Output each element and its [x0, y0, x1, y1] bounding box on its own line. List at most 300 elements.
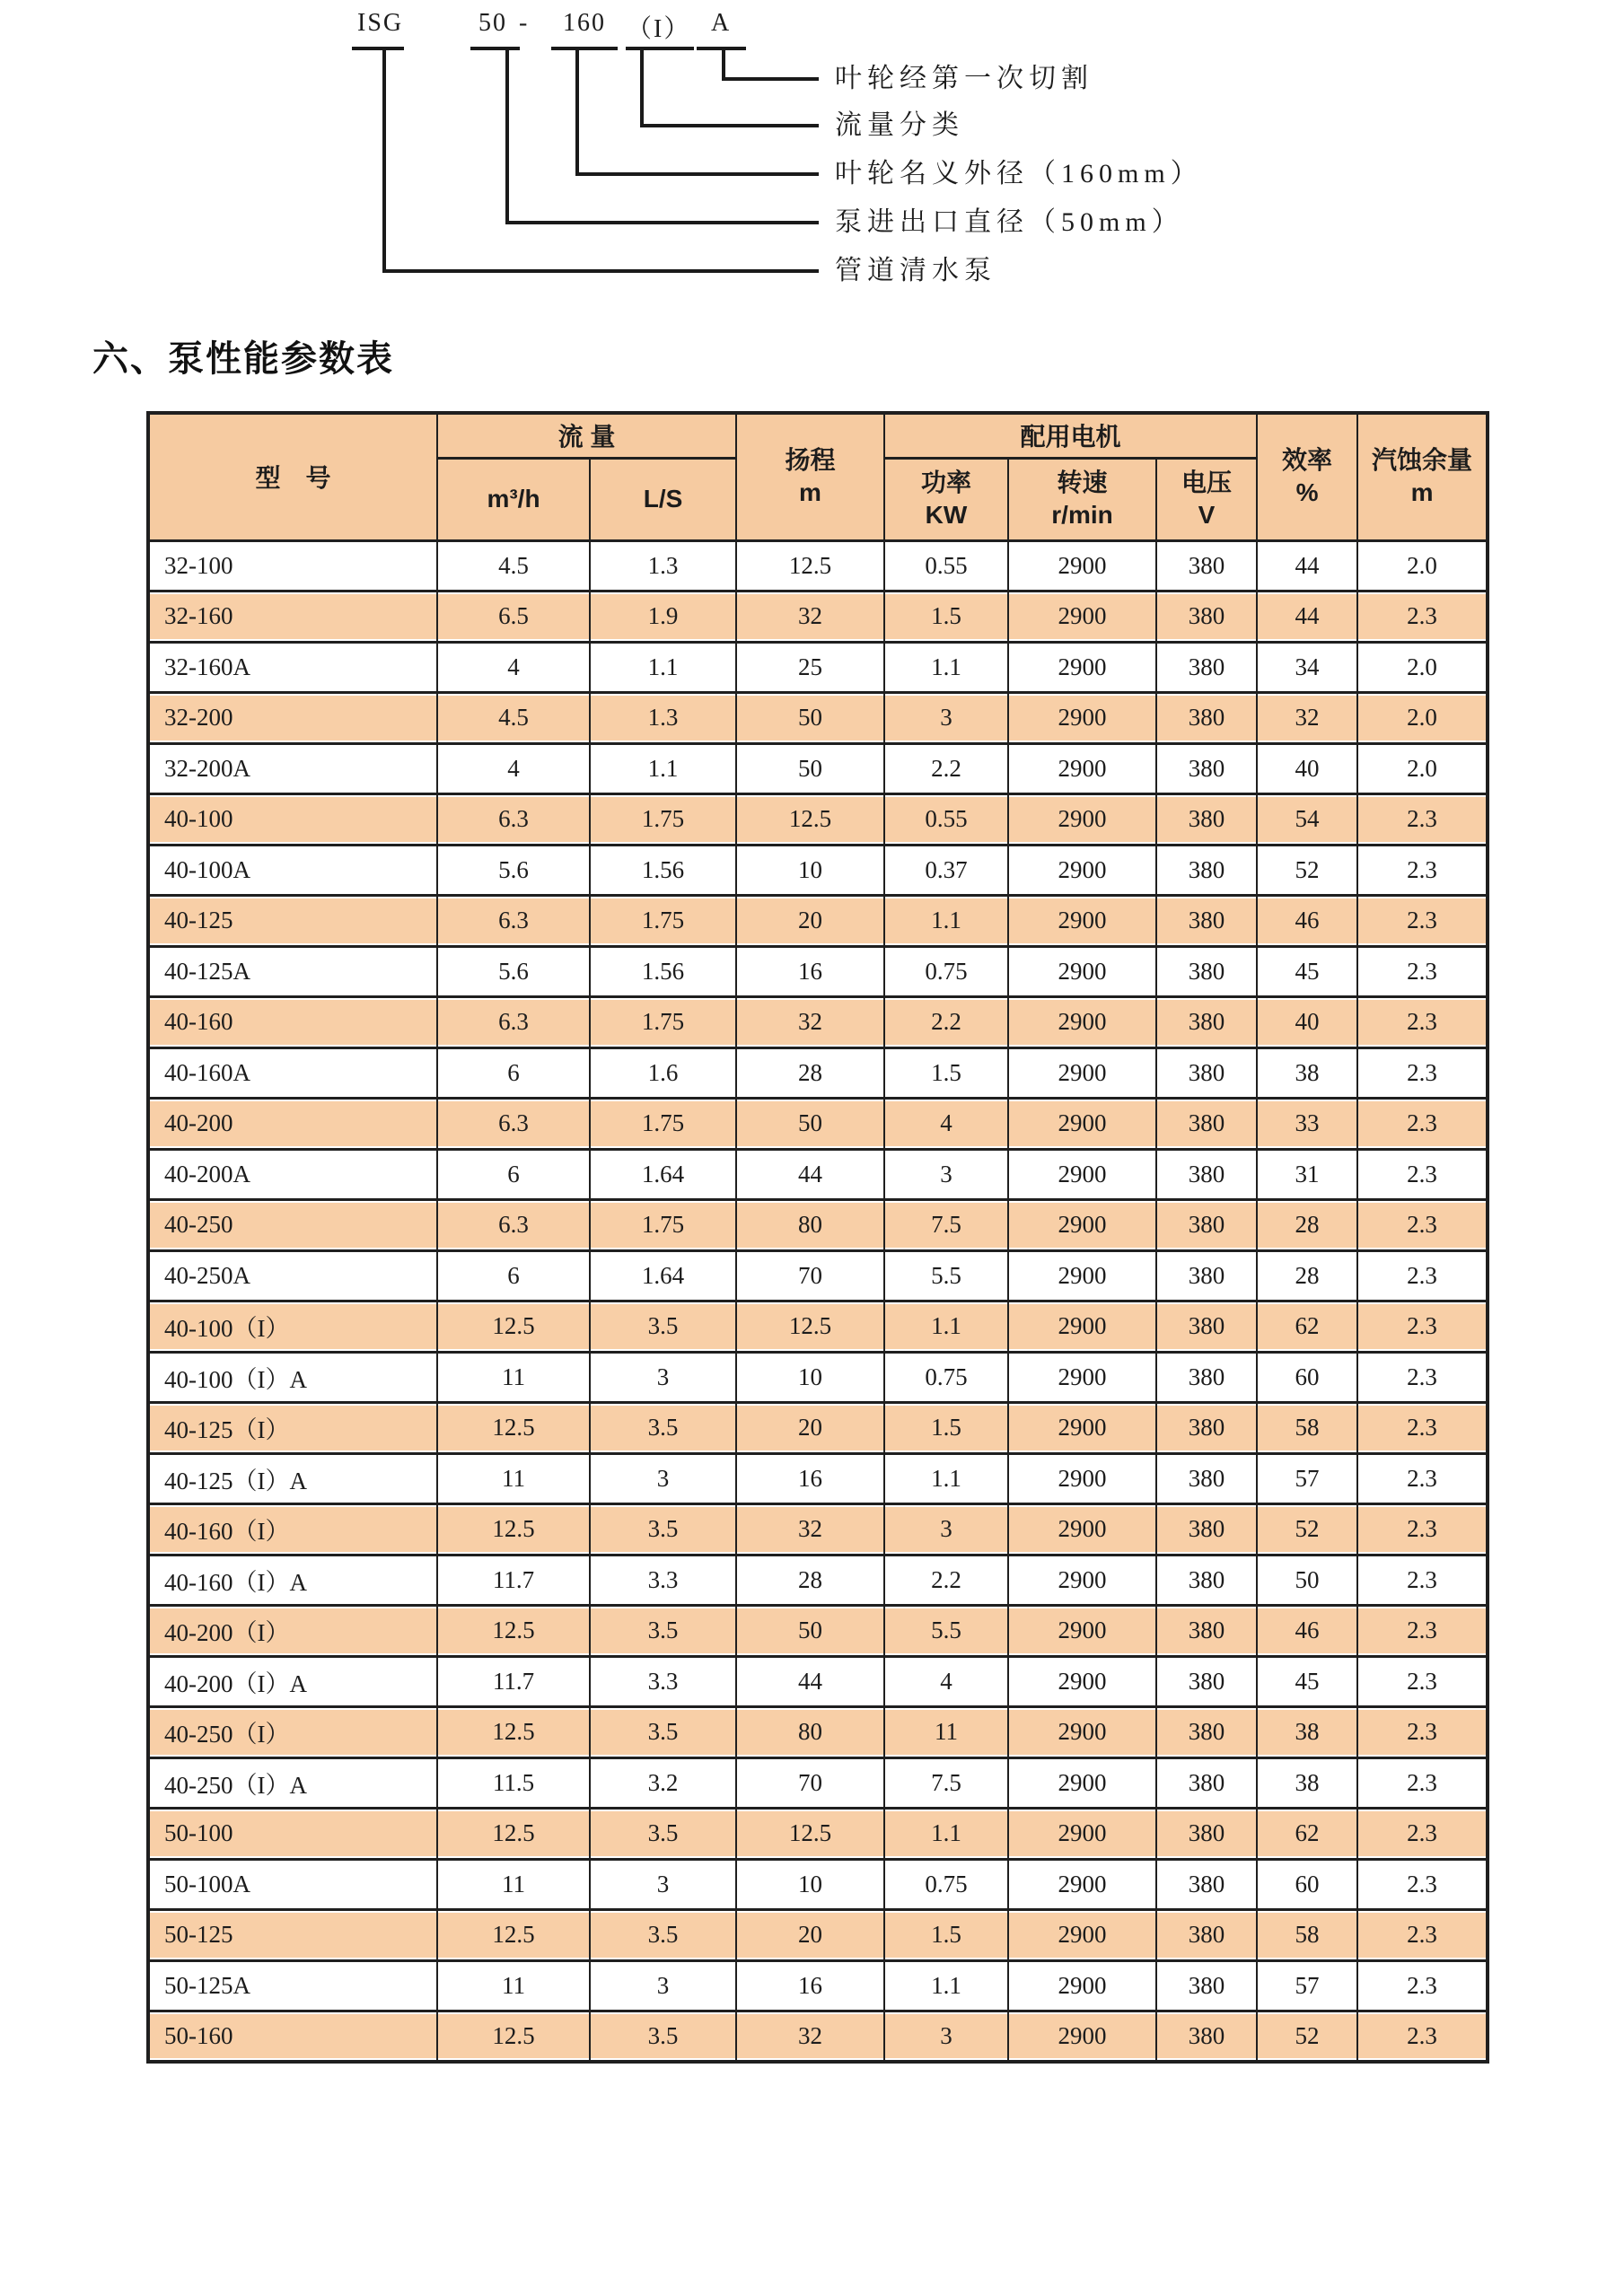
- value-cell: 2900: [1008, 1403, 1156, 1454]
- col-header-power: [884, 458, 1008, 540]
- value-cell: 1.1: [590, 642, 736, 693]
- value-cell: 5.5: [884, 1606, 1008, 1657]
- value-cell: 1.3: [590, 693, 736, 744]
- value-cell: 2900: [1008, 1453, 1156, 1504]
- value-cell: 2900: [1008, 1149, 1156, 1200]
- value-cell: 44: [736, 1656, 884, 1707]
- value-cell: 32: [736, 592, 884, 643]
- col-header-flow-m3h: m³/h: [437, 458, 590, 540]
- value-cell: 3.5: [590, 1606, 736, 1657]
- model-cell: 40-125（I）: [148, 1403, 437, 1454]
- value-cell: 380: [1156, 1960, 1257, 2011]
- value-cell: 3.3: [590, 1656, 736, 1707]
- value-cell: 70: [736, 1250, 884, 1301]
- col-header-power-unit: KW: [925, 501, 968, 529]
- value-cell: 0.37: [884, 845, 1008, 896]
- value-cell: 7.5: [884, 1757, 1008, 1809]
- value-cell: 16: [736, 1453, 884, 1504]
- table-row: [148, 1757, 1488, 1809]
- value-cell: 2900: [1008, 1352, 1156, 1403]
- value-cell: 2900: [1008, 642, 1156, 693]
- value-cell: 2900: [1008, 1555, 1156, 1606]
- value-cell: 0.75: [884, 946, 1008, 997]
- diagram-label-port-diameter: 泵进出口直径（50mm）: [835, 207, 1184, 237]
- value-cell: 2900: [1008, 1504, 1156, 1555]
- value-cell: 380: [1156, 1403, 1257, 1454]
- value-cell: 2900: [1008, 1099, 1156, 1150]
- table-row: [148, 540, 1488, 592]
- value-cell: 2.3: [1357, 1099, 1488, 1150]
- value-cell: 2900: [1008, 1859, 1156, 1910]
- value-cell: 2.2: [884, 743, 1008, 794]
- model-cell: 50-100: [148, 1809, 437, 1860]
- value-cell: 6: [437, 1250, 590, 1301]
- value-cell: 40: [1257, 743, 1357, 794]
- value-cell: 12.5: [437, 1910, 590, 1961]
- value-cell: 3.5: [590, 1910, 736, 1961]
- value-cell: 1.5: [884, 592, 1008, 643]
- model-cell: 40-160（I）: [148, 1504, 437, 1555]
- value-cell: 11: [884, 1707, 1008, 1758]
- col-header-head: [736, 413, 884, 540]
- value-cell: 1.1: [884, 1960, 1008, 2011]
- value-cell: 34: [1257, 642, 1357, 693]
- value-cell: 2900: [1008, 1707, 1156, 1758]
- value-cell: 2.0: [1357, 743, 1488, 794]
- value-cell: 16: [736, 946, 884, 997]
- value-cell: 380: [1156, 1757, 1257, 1809]
- value-cell: 2.3: [1357, 1656, 1488, 1707]
- value-cell: 3: [884, 2011, 1008, 2063]
- model-cell: 40-125A: [148, 946, 437, 997]
- model-code-diagram: [0, 0, 1624, 305]
- col-header-speed-label: 转速: [1057, 469, 1108, 496]
- table-row: [148, 946, 1488, 997]
- value-cell: 3.2: [590, 1757, 736, 1809]
- table-row: [148, 896, 1488, 947]
- value-cell: 2900: [1008, 743, 1156, 794]
- value-cell: 1.56: [590, 946, 736, 997]
- model-cell: 40-200（I）: [148, 1606, 437, 1657]
- value-cell: 54: [1257, 794, 1357, 846]
- value-cell: 2.3: [1357, 1809, 1488, 1860]
- value-cell: 1.3: [590, 540, 736, 592]
- value-cell: 38: [1257, 1757, 1357, 1809]
- value-cell: 380: [1156, 1504, 1257, 1555]
- table-row: [148, 1809, 1488, 1860]
- model-cell: 40-250（I）A: [148, 1757, 437, 1809]
- value-cell: 2900: [1008, 1301, 1156, 1353]
- value-cell: 50: [736, 1606, 884, 1657]
- model-code-connector-lines: [0, 0, 1624, 305]
- value-cell: 2.3: [1357, 592, 1488, 643]
- value-cell: 32: [736, 2011, 884, 2063]
- value-cell: 4: [437, 743, 590, 794]
- value-cell: 1.1: [884, 1301, 1008, 1353]
- value-cell: 1.1: [884, 896, 1008, 947]
- value-cell: 2.3: [1357, 1301, 1488, 1353]
- value-cell: 380: [1156, 1352, 1257, 1403]
- model-cell: 50-125A: [148, 1960, 437, 2011]
- col-header-head-label: 扬程: [785, 446, 836, 475]
- col-header-npsh-label: 汽蚀余量: [1372, 446, 1473, 475]
- table-row: [148, 1403, 1488, 1454]
- value-cell: 50: [736, 693, 884, 744]
- value-cell: 11: [437, 1352, 590, 1403]
- model-cell: 50-100A: [148, 1859, 437, 1910]
- value-cell: 62: [1257, 1809, 1357, 1860]
- col-header-model: 型 号: [148, 413, 437, 540]
- model-cell: 40-200: [148, 1099, 437, 1150]
- value-cell: 11: [437, 1960, 590, 2011]
- diagram-label-flow-class: 流量分类: [835, 110, 964, 140]
- table-row: [148, 1047, 1488, 1099]
- value-cell: 1.1: [590, 743, 736, 794]
- value-cell: 25: [736, 642, 884, 693]
- value-cell: 380: [1156, 1149, 1257, 1200]
- model-code-segment-cut: A: [711, 9, 732, 37]
- value-cell: 2.3: [1357, 1149, 1488, 1200]
- table-row: [148, 693, 1488, 744]
- diagram-label-pump-type: 管道清水泵: [835, 256, 996, 285]
- value-cell: 80: [736, 1707, 884, 1758]
- value-cell: 3.5: [590, 1504, 736, 1555]
- value-cell: 2.0: [1357, 642, 1488, 693]
- table-row: [148, 1200, 1488, 1251]
- col-header-speed: [1008, 458, 1156, 540]
- value-cell: 20: [736, 896, 884, 947]
- value-cell: 380: [1156, 1555, 1257, 1606]
- value-cell: 2900: [1008, 693, 1156, 744]
- value-cell: 58: [1257, 1910, 1357, 1961]
- value-cell: 380: [1156, 1301, 1257, 1353]
- value-cell: 2.3: [1357, 1707, 1488, 1758]
- table-row: [148, 1707, 1488, 1758]
- col-header-efficiency-unit: %: [1295, 478, 1319, 507]
- table-row: [148, 1504, 1488, 1555]
- value-cell: 2.3: [1357, 1453, 1488, 1504]
- value-cell: 380: [1156, 997, 1257, 1048]
- value-cell: 1.75: [590, 794, 736, 846]
- value-cell: 28: [736, 1047, 884, 1099]
- value-cell: 4: [884, 1656, 1008, 1707]
- value-cell: 3.5: [590, 1301, 736, 1353]
- model-code-segment-diameter: 50: [478, 9, 507, 37]
- table-row: [148, 592, 1488, 643]
- model-cell: 40-200（I）A: [148, 1656, 437, 1707]
- value-cell: 1.75: [590, 1099, 736, 1150]
- value-cell: 2.3: [1357, 946, 1488, 997]
- value-cell: 1.56: [590, 845, 736, 896]
- value-cell: 46: [1257, 896, 1357, 947]
- value-cell: 2.3: [1357, 1504, 1488, 1555]
- value-cell: 3.5: [590, 1403, 736, 1454]
- col-header-voltage: [1156, 458, 1257, 540]
- value-cell: 52: [1257, 1504, 1357, 1555]
- table-row: [148, 1149, 1488, 1200]
- value-cell: 1.5: [884, 1403, 1008, 1454]
- model-cell: 40-200A: [148, 1149, 437, 1200]
- col-header-npsh: [1357, 413, 1488, 540]
- value-cell: 380: [1156, 896, 1257, 947]
- value-cell: 3: [884, 1504, 1008, 1555]
- value-cell: 2.0: [1357, 540, 1488, 592]
- table-row: [148, 997, 1488, 1048]
- value-cell: 3.5: [590, 2011, 736, 2063]
- section-title: 六、泵性能参数表: [92, 339, 394, 379]
- diagram-label-first-cut: 叶轮经第一次切割: [835, 64, 1093, 93]
- value-cell: 2900: [1008, 1606, 1156, 1657]
- value-cell: 0.55: [884, 794, 1008, 846]
- value-cell: 2900: [1008, 1960, 1156, 2011]
- table-row: [148, 794, 1488, 846]
- model-code-segment-dash: -: [519, 9, 530, 37]
- model-cell: 40-100（I）A: [148, 1352, 437, 1403]
- value-cell: 380: [1156, 1453, 1257, 1504]
- value-cell: 1.75: [590, 997, 736, 1048]
- value-cell: 44: [736, 1149, 884, 1200]
- value-cell: 2.3: [1357, 1200, 1488, 1251]
- value-cell: 3: [884, 693, 1008, 744]
- model-cell: 50-160: [148, 2011, 437, 2063]
- model-code-segment-series: ISG: [357, 9, 404, 37]
- value-cell: 3: [590, 1453, 736, 1504]
- value-cell: 12.5: [437, 1301, 590, 1353]
- value-cell: 16: [736, 1960, 884, 2011]
- value-cell: 380: [1156, 946, 1257, 997]
- value-cell: 6.3: [437, 1099, 590, 1150]
- value-cell: 6.3: [437, 997, 590, 1048]
- model-cell: 40-100: [148, 794, 437, 846]
- value-cell: 45: [1257, 946, 1357, 997]
- value-cell: 380: [1156, 642, 1257, 693]
- value-cell: 12.5: [437, 2011, 590, 2063]
- table-row: [148, 1910, 1488, 1961]
- value-cell: 1.5: [884, 1047, 1008, 1099]
- model-cell: 40-250（I）: [148, 1707, 437, 1758]
- value-cell: 32: [736, 997, 884, 1048]
- value-cell: 10: [736, 1859, 884, 1910]
- value-cell: 1.1: [884, 1809, 1008, 1860]
- model-cell: 40-100A: [148, 845, 437, 896]
- value-cell: 52: [1257, 845, 1357, 896]
- value-cell: 20: [736, 1910, 884, 1961]
- value-cell: 2900: [1008, 794, 1156, 846]
- value-cell: 6.3: [437, 896, 590, 947]
- value-cell: 52: [1257, 2011, 1357, 2063]
- value-cell: 6: [437, 1047, 590, 1099]
- table-row: [148, 1099, 1488, 1150]
- value-cell: 11.7: [437, 1555, 590, 1606]
- table-row: [148, 642, 1488, 693]
- value-cell: 2900: [1008, 1809, 1156, 1860]
- model-cell: 32-200A: [148, 743, 437, 794]
- value-cell: 2900: [1008, 1910, 1156, 1961]
- table-row: [148, 743, 1488, 794]
- model-cell: 40-250: [148, 1200, 437, 1251]
- value-cell: 1.75: [590, 896, 736, 947]
- value-cell: 1.75: [590, 1200, 736, 1251]
- value-cell: 45: [1257, 1656, 1357, 1707]
- value-cell: 38: [1257, 1047, 1357, 1099]
- value-cell: 57: [1257, 1453, 1357, 1504]
- value-cell: 38: [1257, 1707, 1357, 1758]
- value-cell: 4: [437, 642, 590, 693]
- value-cell: 380: [1156, 2011, 1257, 2063]
- table-row: [148, 1960, 1488, 2011]
- value-cell: 6.5: [437, 592, 590, 643]
- col-header-npsh-unit: m: [1410, 478, 1434, 507]
- value-cell: 10: [736, 1352, 884, 1403]
- model-cell: 50-125: [148, 1910, 437, 1961]
- model-cell: 32-160: [148, 592, 437, 643]
- value-cell: 380: [1156, 693, 1257, 744]
- value-cell: 11: [437, 1453, 590, 1504]
- value-cell: 28: [1257, 1200, 1357, 1251]
- value-cell: 2.3: [1357, 1910, 1488, 1961]
- value-cell: 6.3: [437, 794, 590, 846]
- value-cell: 58: [1257, 1403, 1357, 1454]
- value-cell: 2900: [1008, 1250, 1156, 1301]
- value-cell: 2900: [1008, 540, 1156, 592]
- table-row: [148, 1453, 1488, 1504]
- value-cell: 40: [1257, 997, 1357, 1048]
- table-row: [148, 1352, 1488, 1403]
- value-cell: 12.5: [736, 1301, 884, 1353]
- table-row: [148, 1656, 1488, 1707]
- value-cell: 50: [1257, 1555, 1357, 1606]
- value-cell: 32: [1257, 693, 1357, 744]
- value-cell: 2900: [1008, 896, 1156, 947]
- value-cell: 33: [1257, 1099, 1357, 1150]
- value-cell: 380: [1156, 1707, 1257, 1758]
- col-header-voltage-unit: V: [1198, 501, 1216, 529]
- value-cell: 3.3: [590, 1555, 736, 1606]
- value-cell: 2.3: [1357, 997, 1488, 1048]
- value-cell: 380: [1156, 743, 1257, 794]
- value-cell: 2.3: [1357, 1047, 1488, 1099]
- value-cell: 2.3: [1357, 1555, 1488, 1606]
- value-cell: 2.3: [1357, 845, 1488, 896]
- value-cell: 12.5: [437, 1809, 590, 1860]
- value-cell: 3: [590, 1352, 736, 1403]
- value-cell: 2.2: [884, 1555, 1008, 1606]
- value-cell: 2.3: [1357, 794, 1488, 846]
- value-cell: 1.1: [884, 1453, 1008, 1504]
- value-cell: 1.5: [884, 1910, 1008, 1961]
- value-cell: 31: [1257, 1149, 1357, 1200]
- table-row: [148, 2011, 1488, 2063]
- value-cell: 11.5: [437, 1757, 590, 1809]
- value-cell: 12.5: [736, 794, 884, 846]
- value-cell: 2900: [1008, 1200, 1156, 1251]
- value-cell: 380: [1156, 592, 1257, 643]
- value-cell: 2900: [1008, 946, 1156, 997]
- value-cell: 5.5: [884, 1250, 1008, 1301]
- value-cell: 60: [1257, 1352, 1357, 1403]
- value-cell: 70: [736, 1757, 884, 1809]
- value-cell: 28: [1257, 1250, 1357, 1301]
- table-row: [148, 1250, 1488, 1301]
- value-cell: 3: [590, 1960, 736, 2011]
- value-cell: 2.0: [1357, 693, 1488, 744]
- value-cell: 5.6: [437, 946, 590, 997]
- model-code-segment-impeller: 160: [563, 9, 606, 37]
- value-cell: 2.3: [1357, 896, 1488, 947]
- value-cell: 50: [736, 743, 884, 794]
- model-cell: 40-160A: [148, 1047, 437, 1099]
- value-cell: 2.3: [1357, 2011, 1488, 2063]
- value-cell: 60: [1257, 1859, 1357, 1910]
- value-cell: 44: [1257, 540, 1357, 592]
- col-header-power-label: 功率: [920, 469, 971, 496]
- value-cell: 44: [1257, 592, 1357, 643]
- value-cell: 4.5: [437, 693, 590, 744]
- value-cell: 0.55: [884, 540, 1008, 592]
- value-cell: 28: [736, 1555, 884, 1606]
- value-cell: 11.7: [437, 1656, 590, 1707]
- value-cell: 4.5: [437, 540, 590, 592]
- value-cell: 2900: [1008, 2011, 1156, 2063]
- value-cell: 12.5: [437, 1707, 590, 1758]
- value-cell: 2.3: [1357, 1352, 1488, 1403]
- value-cell: 1.1: [884, 642, 1008, 693]
- value-cell: 2900: [1008, 1047, 1156, 1099]
- model-cell: 32-160A: [148, 642, 437, 693]
- value-cell: 2.3: [1357, 1757, 1488, 1809]
- diagram-label-impeller-diameter: 叶轮名义外径（160mm）: [835, 159, 1203, 188]
- value-cell: 380: [1156, 1047, 1257, 1099]
- value-cell: 2.2: [884, 997, 1008, 1048]
- col-header-head-unit: m: [799, 478, 821, 507]
- value-cell: 10: [736, 845, 884, 896]
- value-cell: 0.75: [884, 1859, 1008, 1910]
- col-header-speed-unit: r/min: [1051, 501, 1113, 529]
- value-cell: 2900: [1008, 592, 1156, 643]
- value-cell: 3: [884, 1149, 1008, 1200]
- model-cell: 40-125（I）A: [148, 1453, 437, 1504]
- value-cell: 380: [1156, 1250, 1257, 1301]
- value-cell: 380: [1156, 794, 1257, 846]
- table-row: [148, 1606, 1488, 1657]
- value-cell: 12.5: [437, 1504, 590, 1555]
- value-cell: 2.3: [1357, 1960, 1488, 2011]
- value-cell: 380: [1156, 1200, 1257, 1251]
- table-row: [148, 845, 1488, 896]
- col-header-efficiency-label: 效率: [1282, 446, 1333, 475]
- value-cell: 6.3: [437, 1200, 590, 1251]
- col-header-flow-ls: L/S: [590, 458, 736, 540]
- model-code-segment-class: （I）: [627, 15, 691, 43]
- value-cell: 1.64: [590, 1250, 736, 1301]
- value-cell: 80: [736, 1200, 884, 1251]
- value-cell: 380: [1156, 1656, 1257, 1707]
- value-cell: 11: [437, 1859, 590, 1910]
- col-header-efficiency: [1257, 413, 1357, 540]
- pump-performance-table: [146, 411, 1489, 2064]
- model-cell: 40-160: [148, 997, 437, 1048]
- table-row: [148, 1859, 1488, 1910]
- value-cell: 50: [736, 1099, 884, 1150]
- value-cell: 0.75: [884, 1352, 1008, 1403]
- value-cell: 5.6: [437, 845, 590, 896]
- value-cell: 6: [437, 1149, 590, 1200]
- value-cell: 2.3: [1357, 1859, 1488, 1910]
- value-cell: 12.5: [437, 1403, 590, 1454]
- value-cell: 7.5: [884, 1200, 1008, 1251]
- value-cell: 12.5: [437, 1606, 590, 1657]
- value-cell: 1.9: [590, 592, 736, 643]
